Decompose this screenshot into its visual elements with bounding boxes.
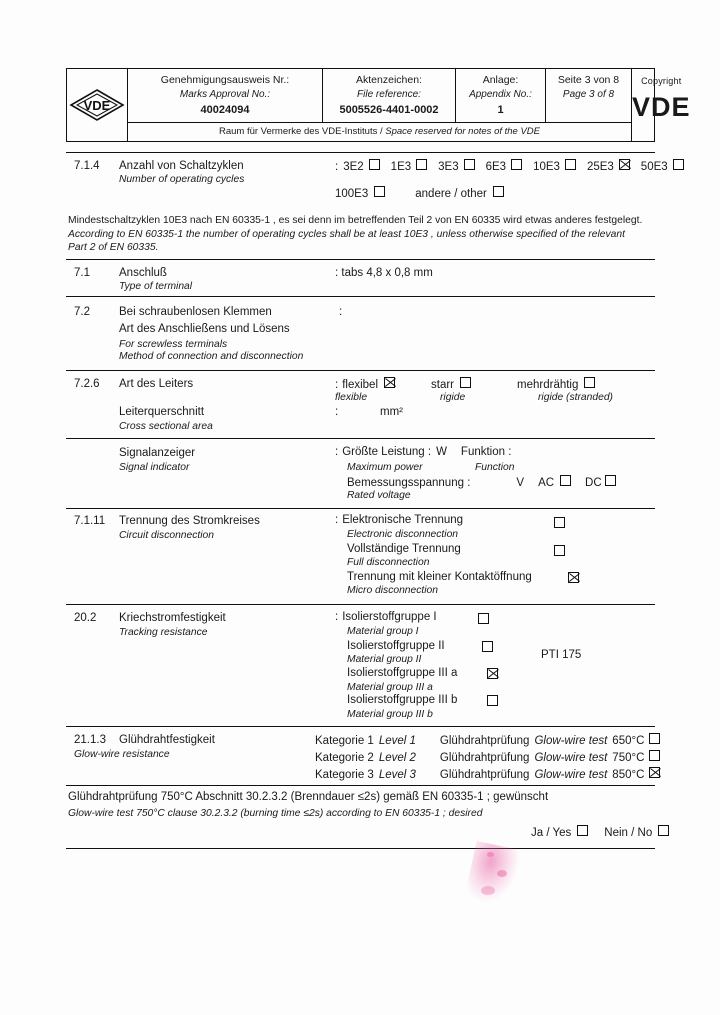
glowwire-test2-en: Glow-wire test [534, 752, 608, 764]
glowwire-footer-en: Glow-wire test 750°C clause 30.2.3.2 (burning time ≤2s) according to EN 60335-1 ; desired [68, 808, 483, 819]
glowwire-temp2: 750°C [612, 752, 645, 764]
disconnection-label-en: Circuit disconnection [119, 530, 215, 541]
cycles-opt-other-label: andere / other [415, 188, 487, 200]
disconnection-label-de: Trennung des Stromkreises [119, 515, 260, 527]
tracking-group3a-label-de: Isolierstoffgruppe III a [347, 667, 458, 679]
ink-stain [464, 841, 521, 907]
glowwire-yes-checkbox[interactable] [577, 825, 588, 836]
glowwire-cat3-de: Kategorie 3 [315, 769, 374, 781]
conductor-opt-rigid-label-en: rigide [440, 392, 466, 403]
disconnection-colon: : [335, 514, 339, 526]
vde-logo-text: VDE [632, 92, 691, 122]
cycles-opt-1E3-label: 1E3 [390, 161, 412, 173]
glowwire-cat1-de: Kategorie 1 [315, 735, 374, 747]
glowwire-test3-en: Glow-wire test [534, 769, 608, 781]
cycles-options-row1 [335, 159, 684, 173]
page-label-en: Page 3 of 8 [562, 88, 615, 100]
glowwire-cat3-en: Level 3 [378, 769, 416, 781]
conductor-label-de: Art des Leiters [119, 378, 194, 390]
page-number-cell [546, 69, 631, 122]
conductor-opt-stranded-label-en: rigide (stranded) [538, 392, 613, 403]
screwless-label-de-2: Art des Anschließens und Lösens [119, 323, 290, 335]
signal-function-label-de: Funktion : [460, 446, 512, 458]
cycles-note-en-line1: According to EN 60335-1 the number of operating cycles shall be at least 10E3 , unless otherwise specified of the relevant [68, 229, 625, 240]
signal-colon: : [335, 446, 339, 458]
copyright-cell [631, 69, 691, 141]
cycles-colon: : [335, 161, 339, 173]
cycles-opt-1E3-checkbox[interactable] [416, 159, 427, 170]
divider-signal-top [66, 438, 655, 439]
header-middle [128, 69, 631, 141]
tracking-group1-label-en: Material group I [347, 626, 419, 637]
signal-power-label-de: Größte Leistung : [342, 446, 432, 458]
cycles-opt-3E2-checkbox[interactable] [369, 159, 380, 170]
glowwire-temp3: 850°C [612, 769, 645, 781]
tracking-pti-value: PTI 175 [541, 649, 582, 661]
glowwire-cat1-en: Level 1 [378, 735, 416, 747]
ink-speck [487, 852, 494, 857]
conductor-opt-stranded-label: mehrdrähtig [517, 379, 579, 391]
conductor-opt-rigid-label: starr [431, 379, 455, 391]
appendix-label-de: Anlage: [482, 74, 519, 86]
cycles-opt-10E3-label: 10E3 [533, 161, 560, 173]
screwless-label-en-1: For screwless terminals [119, 339, 228, 350]
vde-approval-mark-icon [67, 87, 127, 123]
section-no-terminal: 7.1 [74, 267, 90, 279]
cycles-opt-25E3-label: 25E3 [586, 161, 614, 173]
disconnection-micro-label-en: Micro disconnection [347, 585, 438, 596]
glowwire-test1-en: Glow-wire test [534, 735, 608, 747]
glowwire-test2-de: Glühdrahtprüfung [439, 752, 530, 764]
glowwire-row-1 [315, 733, 660, 747]
tracking-group3b-label-de: Isolierstoffgruppe III b [347, 694, 458, 706]
ink-speck [497, 870, 507, 877]
header-columns [128, 69, 631, 123]
tracking-group2-label-de: Isolierstoffgruppe II [347, 640, 445, 652]
file-label-de: Aktenzeichen: [356, 74, 422, 86]
conductor-options-row [335, 377, 595, 391]
disconnection-electronic-label-en: Electronic disconnection [347, 529, 459, 540]
glowwire-row2-checkbox[interactable] [649, 750, 660, 761]
signal-voltage-label-en: Rated voltage [347, 490, 411, 501]
cycles-label-en: Number of operating cycles [119, 174, 245, 185]
cross-section-colon: : [335, 406, 339, 418]
screwless-label-en-2: Method of connection and disconnection [119, 351, 304, 362]
disconnection-full-label-en: Full disconnection [347, 557, 430, 568]
signal-label-de: Signalanzeiger [119, 447, 196, 459]
cycles-opt-3E3-label: 3E3 [438, 161, 459, 173]
cycles-opt-50E3-label: 50E3 [640, 161, 668, 173]
file-label-en: File reference: [357, 88, 421, 100]
section-no-tracking: 20.2 [74, 612, 97, 624]
terminal-value: : tabs 4,8 x 0,8 mm [335, 267, 433, 279]
file-value: 5005526-4401-0002 [339, 104, 439, 117]
glowwire-row-3 [315, 767, 660, 781]
svg-text:VDE: VDE [83, 97, 111, 113]
glowwire-test1-de: Glühdrahtprüfung [439, 735, 530, 747]
tracking-colon: : [335, 611, 339, 623]
tracking-item-1 [335, 611, 437, 623]
copyright-label: Copyright [641, 76, 682, 86]
appendix-label-en: Appendix No.: [469, 88, 532, 100]
screwless-colon: : [339, 306, 343, 318]
header-note-sep: / [377, 125, 386, 137]
cycles-opt-3E3-checkbox[interactable] [464, 159, 475, 170]
divider-disconnection-top [66, 508, 655, 509]
tracking-group3b-label-en: Material group III b [347, 709, 433, 720]
header-note-en: Space reserved for notes of the VDE [385, 125, 541, 137]
cross-section-label-en: Cross sectional area [119, 421, 213, 432]
signal-voltage-row [347, 475, 616, 489]
divider-conductor-top [66, 370, 655, 371]
divider-tracking-top [66, 604, 655, 605]
disconnection-electronic-checkbox[interactable] [554, 517, 565, 528]
signal-power-label-en: Maximum power [347, 462, 423, 473]
screwless-label-de-1: Bei schraubenlosen Klemmen [119, 306, 272, 318]
disconnection-electronic-label-de: Elektronische Trennung [342, 514, 464, 526]
signal-ac-checkbox[interactable] [560, 475, 571, 486]
section-no-glowwire: 21.1.3 [74, 734, 106, 746]
cycles-opt-6E3-checkbox[interactable] [511, 159, 522, 170]
vde-mark-cell [67, 69, 128, 141]
page-label-de: Seite 3 von 8 [557, 74, 620, 86]
glowwire-test3-de: Glühdrahtprüfung [439, 769, 530, 781]
header-note-de: Raum für Vermerke des VDE-Instituts [218, 125, 378, 137]
conductor-opt-flexible-checkbox[interactable] [384, 377, 395, 388]
cross-section-unit: mm² [380, 406, 403, 418]
signal-function-label-en: Function [475, 462, 515, 473]
approval-value: 40024094 [200, 104, 250, 117]
glowwire-label-de: Glühdrahtfestigkeit [119, 734, 215, 746]
cycles-opt-100E3-label: 100E3 [335, 188, 369, 200]
tracking-group2-checkbox[interactable] [482, 641, 493, 652]
cycles-opt-3E2-label: 3E2 [343, 161, 364, 173]
disconnection-micro-label-de: Trennung mit kleiner Kontaktöffnung [347, 571, 532, 583]
cycles-opt-100E3-checkbox[interactable] [374, 186, 385, 197]
disconnection-full-checkbox[interactable] [554, 545, 565, 556]
divider-screwless-top [66, 296, 655, 297]
signal-dc-label: DC [585, 477, 602, 489]
tracking-group3a-label-en: Material group III a [347, 682, 433, 693]
conductor-opt-rigid-checkbox[interactable] [460, 377, 471, 388]
appendix-value: 1 [497, 104, 504, 117]
cycles-label-de: Anzahl von Schaltzyklen [119, 160, 244, 172]
divider-glowwire-footer [66, 785, 655, 786]
tracking-group3b-checkbox[interactable] [487, 695, 498, 706]
signal-label-en: Signal indicator [119, 462, 190, 473]
divider-glowwire-top [66, 726, 655, 727]
tracking-group3a-checkbox[interactable] [487, 668, 498, 679]
cycles-note-en-line2: Part 2 of EN 60335. [68, 242, 159, 253]
cycles-opt-25E3-checkbox[interactable] [619, 159, 630, 170]
divider-terminal-top [66, 259, 655, 260]
cycles-options-row2 [335, 186, 504, 200]
cycles-note-de: Mindestschaltzyklen 10E3 nach EN 60335-1 , es sei denn im betreffenden Teil 2 von EN 60335 wird etwas anderes festgelegt. [68, 215, 643, 226]
section-no-conductor: 7.2.6 [74, 378, 100, 390]
tracking-label-de: Kriechstromfestigkeit [119, 612, 226, 624]
cycles-opt-10E3-checkbox[interactable] [565, 159, 576, 170]
glowwire-temp1: 650°C [612, 735, 645, 747]
glowwire-no-checkbox[interactable] [658, 825, 669, 836]
header-table [66, 68, 691, 142]
signal-power-unit: W [436, 446, 447, 458]
tracking-group1-checkbox[interactable] [478, 613, 489, 624]
tracking-group2-label-en: Material group II [347, 654, 422, 665]
cycles-opt-other-checkbox[interactable] [493, 186, 504, 197]
glowwire-desired-row [531, 825, 669, 839]
appendix-cell [456, 69, 546, 122]
glowwire-footer-de: Glühdrahtprüfung 750°C Abschnitt 30.2.3.2 (Brenndauer ≤2s) gemäß EN 60335-1 ; gewünscht [68, 791, 549, 803]
cycles-opt-6E3-label: 6E3 [485, 161, 507, 173]
terminal-label-de: Anschluß [119, 267, 167, 279]
signal-voltage-unit: V [516, 477, 525, 489]
file-reference-cell [323, 69, 456, 122]
signal-ac-label: AC [538, 477, 555, 489]
glowwire-row3-checkbox[interactable] [649, 767, 660, 778]
tracking-group1-label-de: Isolierstoffgruppe I [342, 611, 437, 623]
divider-bottom [66, 848, 655, 849]
glowwire-cat2-de: Kategorie 2 [315, 752, 374, 764]
cross-section-label-de: Leiterquerschnitt [119, 406, 205, 418]
glowwire-cat2-en: Level 2 [378, 752, 416, 764]
glowwire-label-en: Glow-wire resistance [74, 749, 170, 760]
conductor-opt-stranded-checkbox[interactable] [584, 377, 595, 388]
signal-voltage-label-de: Bemessungsspannung : [347, 477, 471, 489]
tracking-label-en: Tracking resistance [119, 627, 208, 638]
cycles-opt-50E3-checkbox[interactable] [673, 159, 684, 170]
glowwire-no-label: Nein / No [604, 827, 653, 839]
glowwire-row-2 [315, 750, 660, 764]
signal-power-row [335, 446, 511, 458]
approval-label-en: Marks Approval No.: [179, 88, 271, 100]
conductor-opt-flexible-label: flexibel [342, 379, 379, 391]
terminal-label-en: Type of terminal [119, 281, 193, 292]
ink-speck [481, 886, 495, 895]
section-no-cycles: 7.1.4 [74, 160, 100, 172]
approval-number-cell [128, 69, 323, 122]
glowwire-yes-label: Ja / Yes [531, 827, 572, 839]
approval-label-de: Genehmigungsausweis Nr.: [160, 74, 290, 86]
disconnection-full-label-de: Vollständige Trennung [347, 543, 461, 555]
conductor-opt-flexible-label-en: flexible [335, 392, 368, 403]
header-note [128, 123, 631, 141]
disconnection-item-electronic [335, 514, 463, 526]
section-no-disconnection: 7.1.11 [74, 515, 106, 527]
glowwire-row1-checkbox[interactable] [649, 733, 660, 744]
conductor-colon: : [335, 379, 339, 391]
section-no-screwless: 7.2 [74, 306, 90, 318]
disconnection-micro-checkbox[interactable] [568, 572, 579, 583]
divider-cycles-top [66, 152, 655, 153]
signal-dc-checkbox[interactable] [605, 475, 616, 486]
